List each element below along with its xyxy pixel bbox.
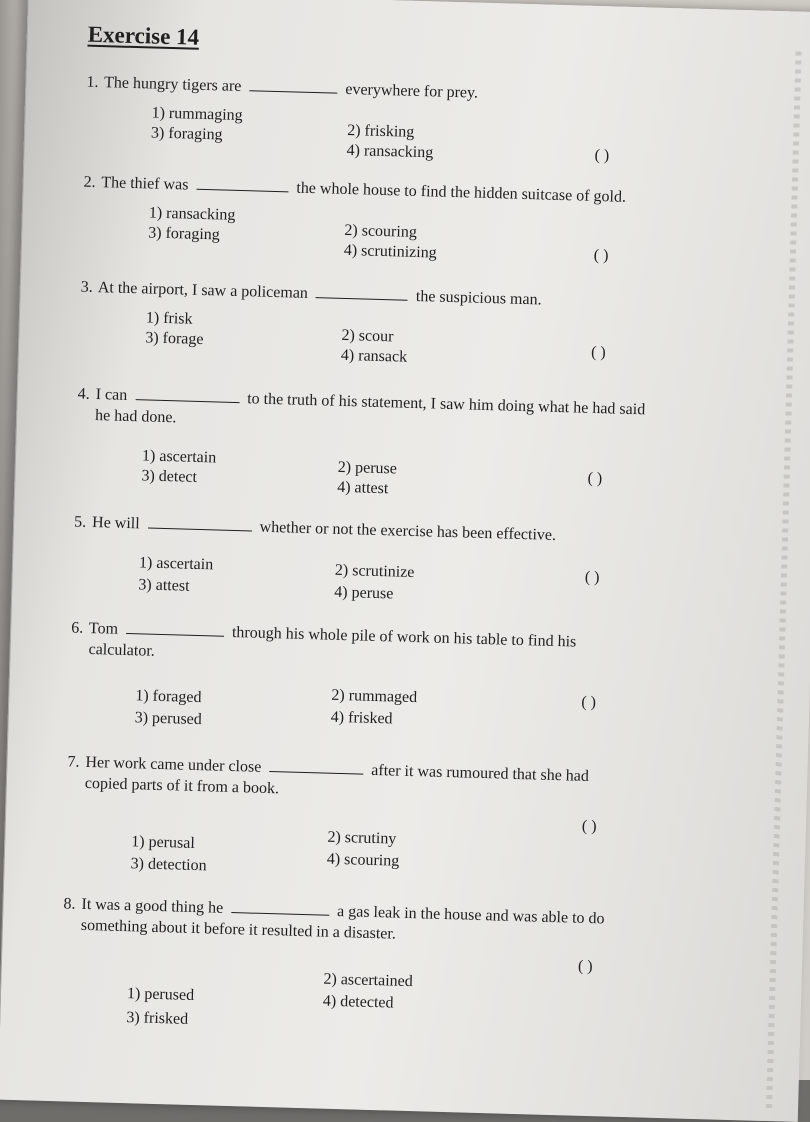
options: [82, 201, 723, 265]
stem-after-blank: to the truth of his statement, I saw him doing what he had said: [246, 390, 646, 419]
answer-blank[interactable]: [196, 177, 288, 193]
stem-before-blank: At the airport, I saw a policeman: [97, 279, 309, 302]
question-number: 6.: [70, 619, 84, 637]
stem-before-blank: Tom: [88, 619, 119, 638]
stem-before-blank: He will: [91, 514, 140, 533]
option-1[interactable]: 1) rummaging: [151, 104, 243, 125]
option-1[interactable]: 1) foraged: [135, 687, 202, 707]
answer-blank[interactable]: [148, 516, 252, 532]
stem-before-blank: Her work came under close: [85, 753, 262, 776]
option-1[interactable]: 1) ransacking: [148, 204, 236, 224]
question-number: 7.: [67, 753, 80, 771]
answer-blank[interactable]: [316, 285, 408, 301]
stem-continuation: he had done.: [94, 407, 177, 427]
option-1[interactable]: 1) frisk: [145, 309, 193, 328]
option-3[interactable]: 3) detection: [130, 855, 207, 875]
question-number: 1.: [86, 73, 99, 91]
options: [69, 677, 710, 741]
option-2[interactable]: 2) scouring: [344, 221, 418, 241]
answer-parentheses[interactable]: ( ): [577, 957, 593, 976]
answer-parentheses[interactable]: ( ): [581, 817, 597, 836]
stem-continuation: copied parts of it from a book.: [84, 774, 280, 798]
option-2[interactable]: 2) peruse: [337, 458, 398, 478]
stem-after-blank: everywhere for prey.: [345, 80, 479, 102]
answer-parentheses[interactable]: ( ): [594, 146, 610, 165]
option-3[interactable]: 3) frisked: [126, 1009, 189, 1028]
stem-after-blank: a gas leak in the house and was able to do: [336, 902, 605, 928]
option-4[interactable]: 4) scrutinizing: [343, 241, 437, 262]
question-number: 2.: [83, 173, 96, 191]
option-4[interactable]: 4) ransacking: [346, 141, 434, 162]
option-3[interactable]: 3) detect: [141, 467, 198, 486]
question-number: 4.: [77, 385, 90, 403]
stem-before-blank: I can: [95, 386, 128, 404]
option-1[interactable]: 1) perusal: [131, 833, 196, 852]
answer-blank[interactable]: [269, 759, 363, 775]
option-2[interactable]: 2) scour: [341, 326, 394, 346]
options: [61, 957, 702, 1028]
option-4[interactable]: 4) attest: [336, 478, 389, 498]
question-8: [61, 893, 704, 1028]
question-number: 8.: [63, 895, 76, 913]
answer-parentheses[interactable]: ( ): [593, 246, 609, 265]
option-2[interactable]: 2) ascertained: [323, 970, 413, 991]
options: [65, 819, 706, 883]
option-1[interactable]: 1) ascertain: [141, 447, 217, 467]
question-1: [85, 72, 727, 165]
stem-after-blank: through his whole pile of work on his table to find his: [231, 623, 577, 651]
stem-continuation: something about it before it resulted in a disaster.: [80, 916, 397, 943]
worksheet-content: [59, 22, 728, 1079]
answer-parentheses[interactable]: ( ): [581, 693, 597, 712]
option-1[interactable]: 1) ascertain: [138, 554, 214, 574]
stem-after-blank: the whole house to find the hidden suitcase of gold.: [296, 179, 627, 206]
stem-before-blank: The thief was: [101, 174, 189, 194]
option-3[interactable]: 3) foraging: [150, 124, 223, 144]
answer-blank[interactable]: [135, 387, 239, 403]
answer-blank[interactable]: [249, 78, 337, 93]
question-5: [72, 512, 714, 615]
option-4[interactable]: 4) detected: [322, 992, 394, 1012]
answer-blank[interactable]: [126, 621, 224, 637]
option-4[interactable]: 4) scouring: [326, 850, 400, 870]
option-3[interactable]: 3) forage: [145, 329, 204, 349]
question-stem: [74, 512, 714, 551]
answer-parentheses[interactable]: ( ): [587, 469, 603, 488]
answer-parentheses[interactable]: ( ): [584, 568, 600, 587]
stem-continuation: calculator.: [88, 640, 156, 660]
option-3[interactable]: 3) perused: [134, 709, 203, 729]
question-number: 5.: [73, 513, 87, 531]
option-2[interactable]: 2) scrutinize: [334, 561, 415, 582]
options: [75, 444, 716, 508]
stem-before-blank: The hungry tigers are: [103, 74, 242, 95]
option-2[interactable]: 2) frisking: [346, 121, 415, 141]
option-2[interactable]: 2) scrutiny: [327, 828, 397, 848]
options: [85, 101, 726, 165]
options: [79, 306, 720, 370]
option-1[interactable]: 1) perused: [126, 985, 195, 1005]
option-3[interactable]: 3) foraging: [148, 224, 221, 244]
option-4[interactable]: 4) ransack: [340, 346, 408, 366]
option-2[interactable]: 2) rummaged: [331, 686, 418, 707]
question-6: [69, 617, 712, 741]
option-4[interactable]: 4) peruse: [334, 583, 394, 603]
option-3[interactable]: 3) attest: [138, 576, 190, 595]
question-7: [65, 751, 708, 883]
question-3: [79, 277, 721, 370]
perforation-edge: [766, 51, 802, 1111]
question-2: [82, 172, 724, 265]
answer-parentheses[interactable]: ( ): [590, 343, 606, 362]
stem-after-blank: the suspicious man.: [415, 287, 542, 309]
exercise-title: Exercise 14: [87, 21, 200, 50]
stem-after-blank: after it was rumoured that she had: [371, 761, 590, 785]
question-number: 3.: [80, 278, 93, 296]
stem-before-blank: It was a good thing he: [81, 895, 224, 917]
answer-blank[interactable]: [231, 900, 329, 916]
options: [72, 550, 713, 614]
question-4: [75, 384, 718, 508]
option-4[interactable]: 4) frisked: [330, 708, 393, 728]
stem-after-blank: whether or not the exercise has been effective.: [259, 518, 557, 544]
